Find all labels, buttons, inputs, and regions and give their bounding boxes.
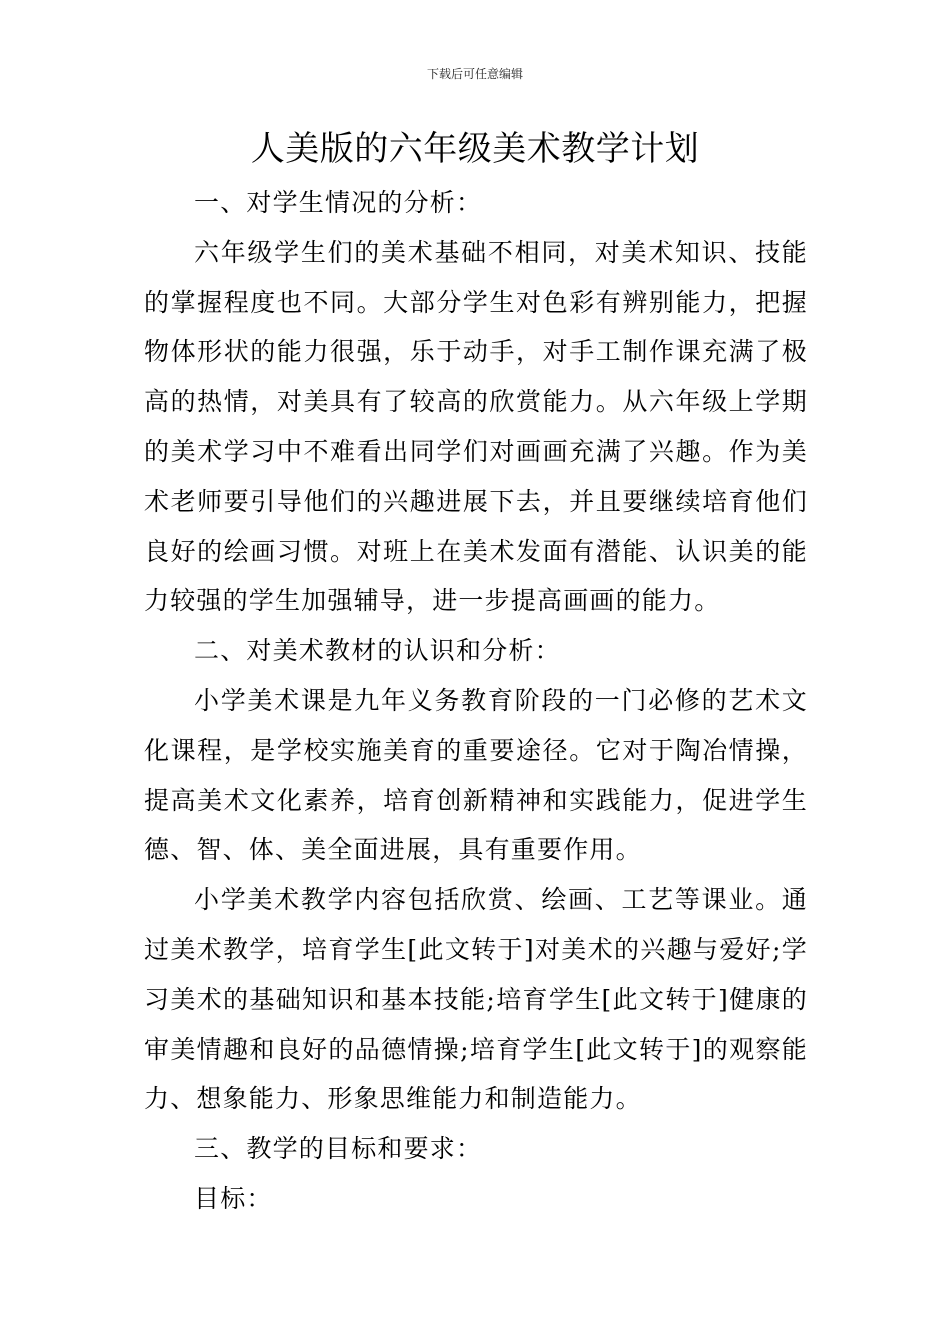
document-title: 人美版的六年级美术教学计划: [250, 129, 700, 169]
section-heading-textbook-analysis: 二、对美术教材的认识和分析：: [194, 636, 561, 666]
section-heading-goals: 三、教学的目标和要求：: [194, 1134, 483, 1164]
header-note: 下载后可任意编辑: [426, 67, 523, 81]
section-heading-student-analysis: 一、对学生情况的分析：: [194, 188, 483, 217]
document-body: [144, 178, 808, 1224]
paragraph-student-analysis: 六年级学生们的美术基础不相同，对美术知识、技能的掌握程度也不同。大部分学生对色彩有辨别能力，把握物体形状的能力很强，乐于动手，对手工制作课充满了极高的热情，对美具有了较高的欣赏能力。从六年级上学期的美术学习中不难看出同学们对画画充满了兴趣。作为美术老师要引导他们的兴趣进展下去，并且要继续培育他们良好的绘画习惯。对班上在美术发面有潜能、认识美的能力较强的学生加强辅导，进一步提高画画的能力。: [144, 237, 808, 616]
subheading-goals: 目标：: [194, 1183, 273, 1213]
paragraph-teaching-content: 小学美术教学内容包括欣赏、绘画、工艺等课业。通过美术教学，培育学生[此文转于]对美术的兴趣与爱好;学习美术的基础知识和基本技能;培育学生[此文转于]健康的审美情趣和良好的品德情操;培育学生[此文转于]的观察能力、想象能力、形象思维能力和制造能力。: [144, 885, 808, 1114]
paragraph-textbook-role: 小学美术课是九年义务教育阶段的一门必修的艺术文化课程，是学校实施美育的重要途径。它对于陶冶情操，提高美术文化素养，培育创新精神和实践能力，促进学生德、智、体、美全面进展，具有重要作用。: [144, 685, 808, 865]
